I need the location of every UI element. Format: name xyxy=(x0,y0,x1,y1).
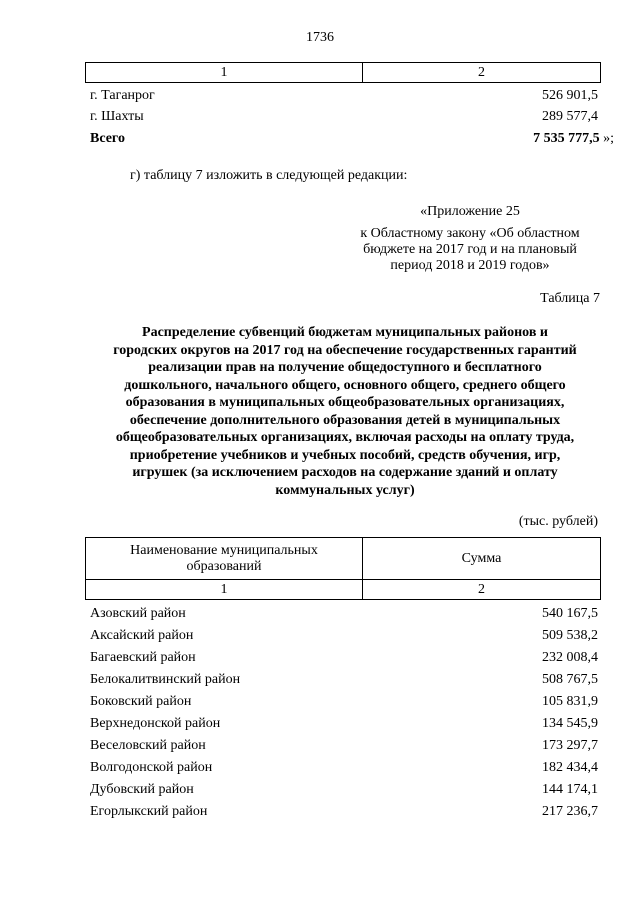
table-row xyxy=(90,802,598,822)
title-line: коммунальных услуг) xyxy=(275,482,415,498)
table-row xyxy=(90,648,598,668)
row-name: Волгодонской район xyxy=(90,760,213,775)
row-value: 173 297,7 xyxy=(542,738,598,753)
top-table-header xyxy=(85,62,601,83)
row-name: Дубовский район xyxy=(90,782,194,797)
header-name-line: Наименование муниципальных xyxy=(130,542,318,558)
row-value: 540 167,5 xyxy=(542,606,598,621)
row-value: 134 545,9 xyxy=(542,716,598,731)
table-row xyxy=(90,780,598,800)
table-row xyxy=(90,692,598,712)
total-suffix: »; xyxy=(599,131,614,146)
title-line: игрушек (за исключением расходов на содержание зданий и оплату xyxy=(132,465,558,480)
table-title xyxy=(80,324,610,499)
row-value: 182 434,4 xyxy=(542,760,598,775)
top-table-row xyxy=(90,107,598,127)
row-value: 509 538,2 xyxy=(542,628,598,643)
total-value: 7 535 777,5 xyxy=(533,131,600,146)
main-table-col1: 1 xyxy=(86,580,363,600)
row-value: 144 174,1 xyxy=(542,782,598,797)
table-row xyxy=(90,758,598,778)
row-name: Белокалитвинский район xyxy=(90,672,241,687)
annex-line-3: бюджете на 2017 год и на плановый xyxy=(363,242,577,257)
row-name: Веселовский район xyxy=(90,738,206,753)
header-sum-cell: Сумма xyxy=(363,538,601,580)
total-value-wrap xyxy=(533,129,614,149)
annex-line-4: период 2018 и 2019 годов» xyxy=(390,258,550,273)
main-table-header xyxy=(85,537,601,600)
row-value: 232 008,4 xyxy=(542,650,598,665)
top-table-row xyxy=(90,86,598,106)
row-name: Аксайский район xyxy=(90,628,194,643)
title-line: приобретение учебников и учебных пособий, средств обучения, игр, xyxy=(129,447,561,463)
units-label: (тыс. рублей) xyxy=(518,514,598,529)
top-table-col1: 1 xyxy=(86,63,363,83)
row-name: г. Таганрог xyxy=(90,88,155,103)
title-line: обеспечение дополнительного образования детей в муниципальных xyxy=(129,412,561,428)
title-line: реализации прав на получение общедоступного и бесплатного xyxy=(148,360,542,375)
header-name-cell xyxy=(86,538,363,580)
row-value: 289 577,4 xyxy=(542,109,598,124)
title-line: городских округов на 2017 год на обеспечение государственных гарантий xyxy=(113,342,577,358)
annex-line-1: «Приложение 25 xyxy=(420,204,520,219)
row-value: 105 831,9 xyxy=(542,694,598,709)
total-label: Всего xyxy=(90,131,125,146)
title-line: образования в муниципальных общеобразовательных организациях, xyxy=(125,395,565,410)
row-name: Багаевский район xyxy=(90,650,196,665)
header-name-line: образований xyxy=(186,558,262,574)
table-row xyxy=(90,604,598,624)
row-name: Егорлыкский район xyxy=(90,804,208,819)
table-row xyxy=(90,714,598,734)
row-name: Азовский район xyxy=(90,606,186,621)
table-number: Таблица 7 xyxy=(540,291,600,306)
row-value: 508 767,5 xyxy=(542,672,598,687)
main-table-col2: 2 xyxy=(363,580,601,600)
page-number: 1736 xyxy=(306,30,334,45)
annex-line-2: к Областному закону «Об областном xyxy=(360,226,580,241)
row-name: г. Шахты xyxy=(90,109,144,124)
row-name: Боковский район xyxy=(90,694,192,709)
top-table-col2: 2 xyxy=(363,63,601,83)
row-value: 217 236,7 xyxy=(542,804,598,819)
table-row xyxy=(90,626,598,646)
row-value: 526 901,5 xyxy=(542,88,598,103)
title-line: общеобразовательных организациях, включая расходы на оплату труда, xyxy=(115,430,575,445)
table-row xyxy=(90,670,598,690)
title-line: Распределение субвенций бюджетам муниципальных районов и xyxy=(142,325,548,340)
instruction-text: г) таблицу 7 изложить в следующей редакции: xyxy=(130,168,408,183)
top-table-total-row xyxy=(90,129,614,149)
row-name: Верхнедонской район xyxy=(90,716,221,731)
table-row xyxy=(90,736,598,756)
title-line: дошкольного, начального общего, основного общего, среднего общего xyxy=(124,377,566,393)
